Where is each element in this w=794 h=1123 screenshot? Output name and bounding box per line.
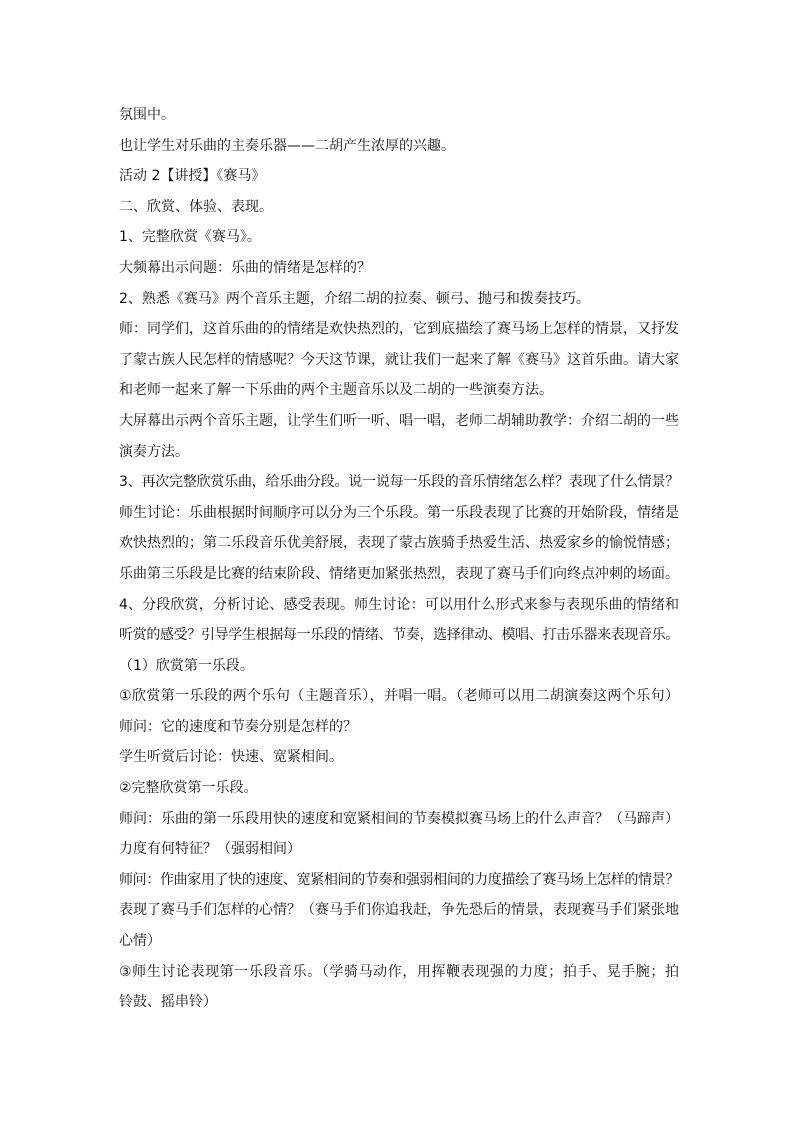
text-line: 二、欣赏、体验、表现。 [119, 198, 273, 215]
text-line: 乐曲第三乐段是比赛的结束阶段、情绪更加紧张热烈，表现了赛马手们向终点冲刺的场面。 [119, 565, 679, 582]
text-line: 心情） [119, 933, 161, 950]
text-line: 3、再次完整欣赏乐曲，给乐曲分段。说一说每一乐段的音乐情绪怎么样？表现了什么情景？ [119, 474, 679, 491]
text-line: 大屏幕出示两个音乐主题，让学生们听一听、唱一唱，老师二胡辅助教学：介绍二胡的一些 [119, 412, 679, 429]
text-line: 力度有何特征？（强弱相间） [119, 841, 301, 858]
text-line: ①欣赏第一乐段的两个乐句（主题音乐），并唱一唱。（老师可以用二胡演奏这两个乐句） [119, 688, 679, 705]
text-line: 了蒙古族人民怎样的情感呢？今天这节课，就让我们一起来了解《赛马》这首乐曲。请大家 [119, 351, 679, 368]
text-line: ②完整欣赏第一乐段。 [119, 780, 258, 797]
text-line: 欢快热烈的；第二乐段音乐优美舒展，表现了蒙古族骑手热爱生活、热爱家乡的愉悦情感； [119, 535, 679, 552]
text-line: 也让学生对乐曲的主奏乐器——二胡产生浓厚的兴趣。 [119, 137, 455, 154]
text-line: 师问：作曲家用了快的速度、宽紧相间的节奏和强弱相间的力度描绘了赛马场上怎样的情景？ [119, 871, 679, 888]
document-body [119, 100, 679, 1018]
text-line: 学生听赏后讨论：快速、宽紧相间。 [119, 749, 343, 766]
text-line: 4、分段欣赏，分析讨论、感受表现。师生讨论：可以用什么形式来参与表现乐曲的情绪和 [119, 596, 679, 613]
section-heading: 活动 2【讲授】《赛马》 [119, 168, 266, 185]
text-line: 师生讨论：乐曲根据时间顺序可以分为三个乐段。第一乐段表现了比赛的开始阶段，情绪是 [119, 504, 679, 521]
text-line: 铃鼓、摇串铃） [119, 994, 217, 1011]
text-line: ③师生讨论表现第一乐段音乐。（学骑马动作，用挥鞭表现强的力度；拍手、晃手腕；拍 [119, 963, 679, 980]
text-line: 听赏的感受？引导学生根据每一乐段的情绪、节奏，选择律动、模唱、打击乐器来表现音乐。 [119, 627, 679, 644]
text-line: 和老师一起来了解一下乐曲的两个主题音乐以及二胡的一些演奏方法。 [119, 382, 553, 399]
text-line: 氛围中。 [119, 107, 175, 123]
text-line: 师问：它的速度和节奏分别是怎样的？ [119, 718, 357, 735]
text-line: 表现了赛马手们怎样的心情？（赛马手们你追我赶，争先恐后的情景，表现赛马手们紧张地 [119, 902, 679, 919]
text-line: 演奏方法。 [119, 443, 189, 460]
text-line: 师问：乐曲的第一乐段用快的速度和宽紧相间的节奏模拟赛马场上的什么声音？（马蹄声） [119, 810, 679, 827]
text-line: （1）欣赏第一乐段。 [119, 657, 254, 674]
text-line: 师：同学们，这首乐曲的的情绪是欢快热烈的，它到底描绘了赛马场上怎样的情景，又抒发 [119, 321, 679, 338]
text-line: 2、熟悉《赛马》两个音乐主题，介绍二胡的拉奏、顿弓、抛弓和拨奏技巧。 [119, 290, 590, 307]
text-line: 1、完整欣赏《赛马》。 [119, 229, 261, 246]
text-line: 大频幕出示问题：乐曲的情绪是怎样的？ [119, 259, 371, 276]
